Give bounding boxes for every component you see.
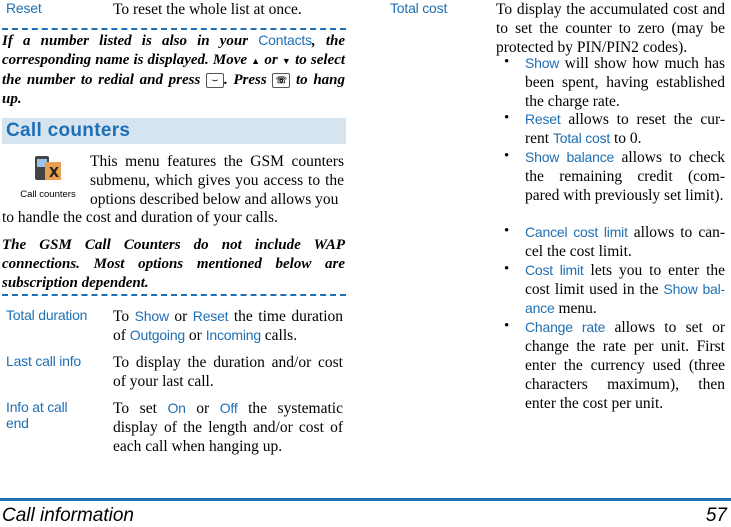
last-call-desc: To display the duration and/or cost of your last call. bbox=[113, 354, 343, 390]
call-counters-icon bbox=[18, 152, 78, 198]
page-number: 57 bbox=[705, 505, 727, 526]
last-call-label: Last call info bbox=[6, 353, 82, 369]
redial-note: If a number listed is also in your Contacts, the corresponding name is displayed. Move ▲ or ▼ to select the number to redial and press ⌣ . Press ☏ to hang up. bbox=[2, 32, 346, 107]
bullet: • bbox=[504, 54, 510, 70]
intro-last: to handle the cost and duration of your calls. bbox=[2, 209, 278, 226]
bullet: • bbox=[504, 148, 510, 164]
wap-note: The GSM Call Counters do not include WAP connections. Most options mentioned below are subscription dependent. bbox=[2, 237, 345, 291]
contacts-link: Contacts bbox=[258, 32, 312, 48]
end-key-icon: ☏ bbox=[272, 73, 290, 88]
total-duration-desc: To Show or Reset the time duration of Outgoing or Incoming calls. bbox=[113, 308, 344, 344]
divider bbox=[2, 28, 346, 30]
reset-label: Reset bbox=[6, 0, 42, 16]
section-title: Call counters bbox=[2, 118, 346, 144]
bullet-show-balance: Show balance allows to check the remaining credit (com-pared with previously set limit). bbox=[525, 149, 725, 204]
bullet-cancel-limit: Cancel cost limit allows to can-cel the cost limit. bbox=[525, 224, 725, 260]
bullet: • bbox=[504, 110, 510, 126]
call-end-label: Info at call end bbox=[6, 399, 68, 431]
divider bbox=[2, 294, 346, 296]
bullet: • bbox=[504, 261, 510, 277]
bullet-show: Show will show how much has been spent, having established the charge rate. bbox=[525, 55, 725, 110]
svg-text:X: X bbox=[49, 166, 60, 181]
call-key-icon: ⌣ bbox=[206, 73, 224, 88]
total-duration-label: Total duration bbox=[6, 307, 88, 323]
footer-rule bbox=[0, 498, 731, 501]
bullet-cost-limit: Cost limit lets you to enter the cost limit used in the Show bal-ance menu. bbox=[525, 262, 726, 317]
bullet: • bbox=[504, 223, 510, 239]
intro-first: This menu features the GSM counters submenu, which gives you access to the options described below and allows you bbox=[90, 153, 344, 208]
icon-caption: Call counters bbox=[20, 189, 76, 200]
up-arrow-icon: ▲ bbox=[251, 56, 261, 66]
call-end-desc: To set On or Off the systematic display of the length and/or cost of each call when hanging up. bbox=[113, 400, 343, 455]
bullet-change-rate: Change rate allows to set or change the rate per unit. First enter the currency used (three characters maximum), then enter the cost per unit. bbox=[525, 319, 726, 412]
total-cost-label: Total cost bbox=[390, 0, 448, 16]
bullet-reset: Reset allows to reset the cur-rent Total cost to 0. bbox=[525, 111, 725, 147]
total-cost-desc: To display the accumulated cost and to set the counter to zero (may be protected by PIN/PIN2 codes). bbox=[496, 1, 725, 56]
down-arrow-icon: ▼ bbox=[281, 56, 292, 66]
bullet: • bbox=[504, 318, 510, 334]
footer-title: Call information bbox=[2, 505, 134, 526]
reset-description: To reset the whole list at once. bbox=[113, 1, 302, 18]
